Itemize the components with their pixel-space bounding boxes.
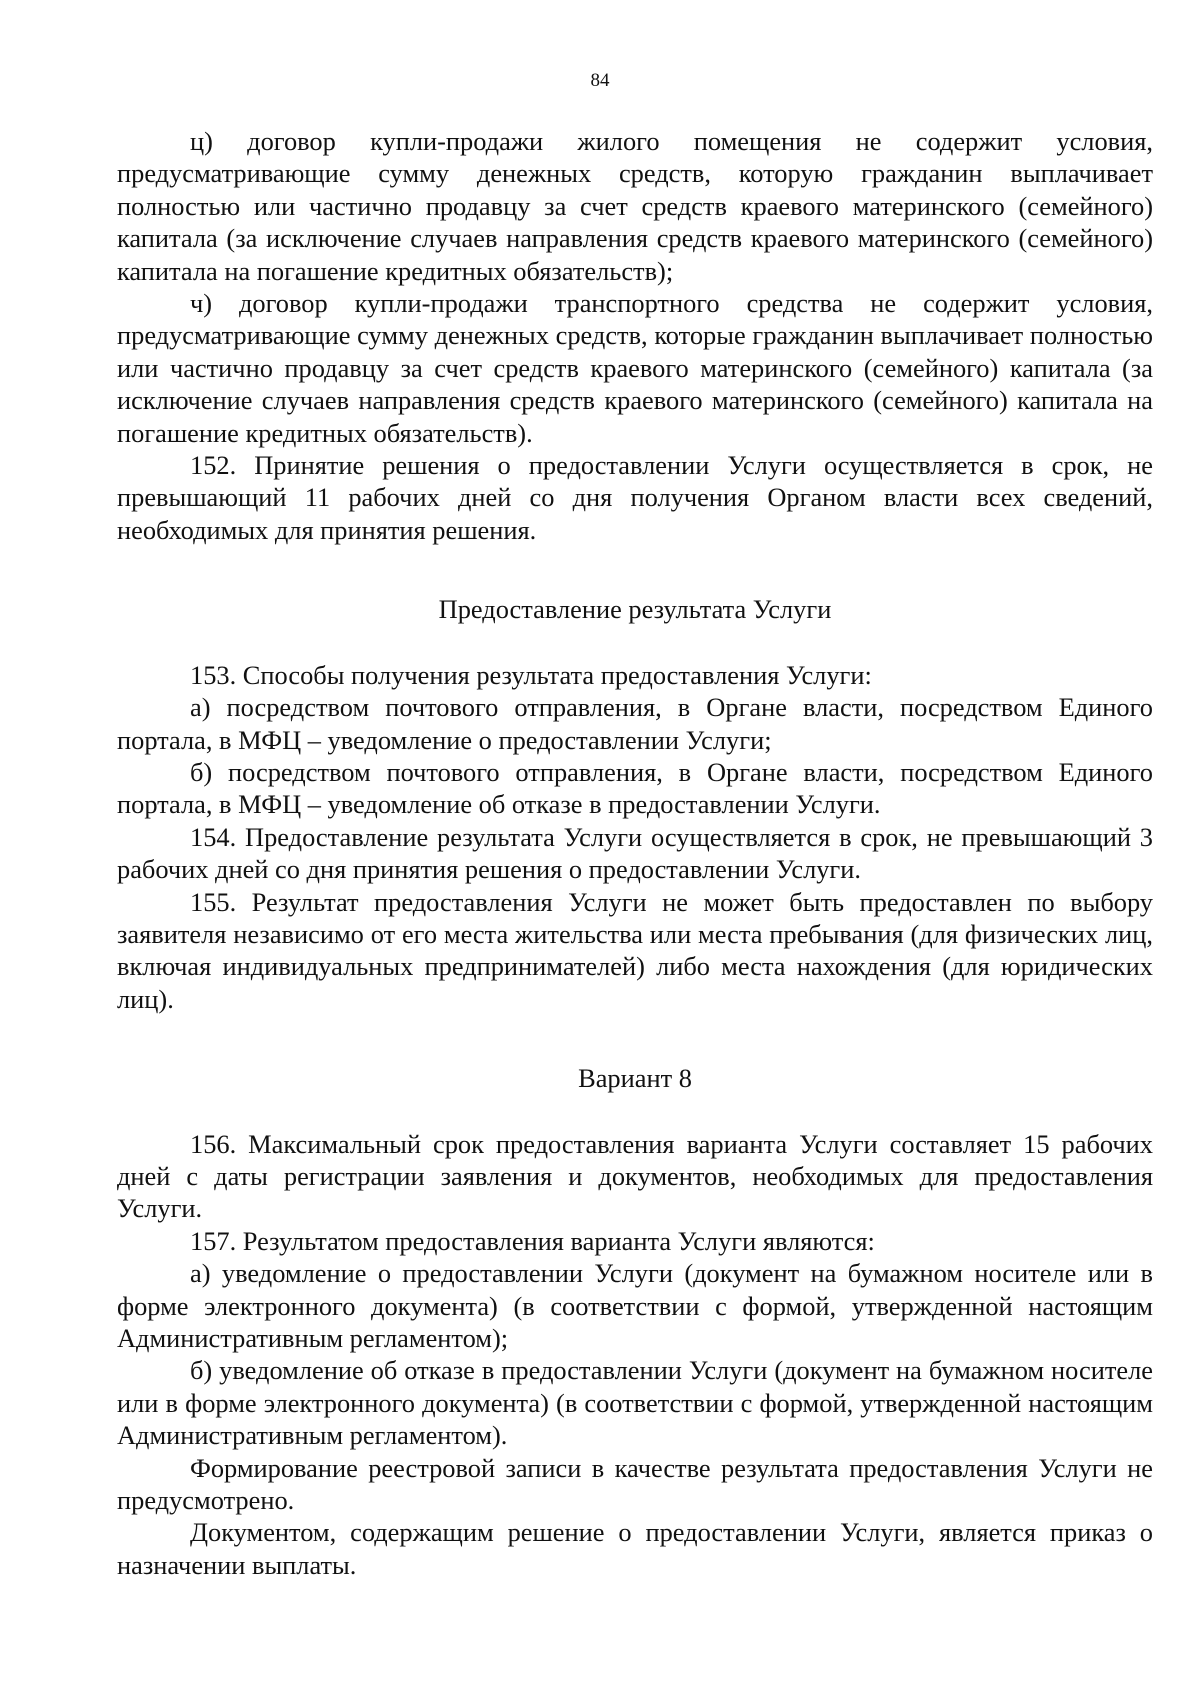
paragraph-157-a: а) уведомление о предоставлении Услуги (документ на бумажном носителе или в форме электронного документа) (в соответствии с формой, утвержденной настоящим Административным регламентом); bbox=[117, 1258, 1153, 1353]
paragraph-155: 155. Результат предоставления Услуги не может быть предоставлен по выбору заявителя независимо от его места жительства или места пребывания (для физических лиц, включая индивидуальных предпринимателей) либо места нахождения (для юридических лиц). bbox=[117, 886, 1153, 1014]
section-heading-variant-8: Вариант 8 bbox=[578, 1063, 692, 1094]
paragraph-153-b: б) посредством почтового отправления, в Органе власти, посредством Единого портала, в МФЦ – уведомление об отказе в предоставлении Услуги. bbox=[117, 756, 1153, 820]
page-number: 84 bbox=[590, 70, 610, 91]
paragraph-152: 152. Принятие решения о предоставлении Услуги осуществляется в срок, не превышающий 11 рабочих дней со дня получения Органом власти всех сведений, необходимых для принятия решения. bbox=[117, 450, 1153, 545]
paragraph-154: 154. Предоставление результата Услуги осуществляется в срок, не превышающий 3 рабочих дней со дня принятия решения о предоставлении Услуги. bbox=[117, 821, 1153, 885]
paragraph-157: 157. Результатом предоставления варианта Услуги являются: bbox=[190, 1225, 875, 1256]
section-heading-result: Предоставление результата Услуги bbox=[438, 594, 832, 625]
paragraph-153-a: а) посредством почтового отправления, в Органе власти, посредством Единого портала, в МФЦ – уведомление о предоставлении Услуги; bbox=[117, 692, 1153, 755]
paragraph-153: 153. Способы получения результата предоставления Услуги: bbox=[190, 659, 872, 690]
document-body bbox=[117, 125, 1153, 1581]
paragraph-item-ch: ч) договор купли-продажи транспортного средства не содержит условия, предусматривающие сумму денежных средств, которые гражданин выплачивает полностью или частично продавцу за счет средств краевого материнского (семейного) капитала (за исключение случаев направления средств краевого материнского (семейного) капитала на погашение кредитных обязательств). bbox=[117, 288, 1153, 448]
paragraph-156: 156. Максимальный срок предоставления варианта Услуги составляет 15 рабочих дней с даты регистрации заявления и документов, необходимых для предоставления Услуги. bbox=[117, 1128, 1153, 1224]
paragraph-decision-document: Документом, содержащим решение о предоставлении Услуги, является приказ о назначении выплаты. bbox=[117, 1517, 1153, 1580]
paragraph-registry-note: Формирование реестровой записи в качестве результата предоставления Услуги не предусмотрено. bbox=[117, 1452, 1153, 1516]
paragraph-item-ts: ц) договор купли-продажи жилого помещения не содержит условия, предусматривающие сумму денежных средств, которую гражданин выплачивает полностью или частично продавцу за счет средств краевого материнского (семейного) капитала (за исключение случаев направления средств краевого материнского (семейного) капитала на погашение кредитных обязательств); bbox=[117, 126, 1153, 286]
paragraph-157-b: б) уведомление об отказе в предоставлении Услуги (документ на бумажном носителе или в форме электронного документа) (в соответствии с формой, утвержденной настоящим Административным регламентом). bbox=[117, 1355, 1153, 1451]
